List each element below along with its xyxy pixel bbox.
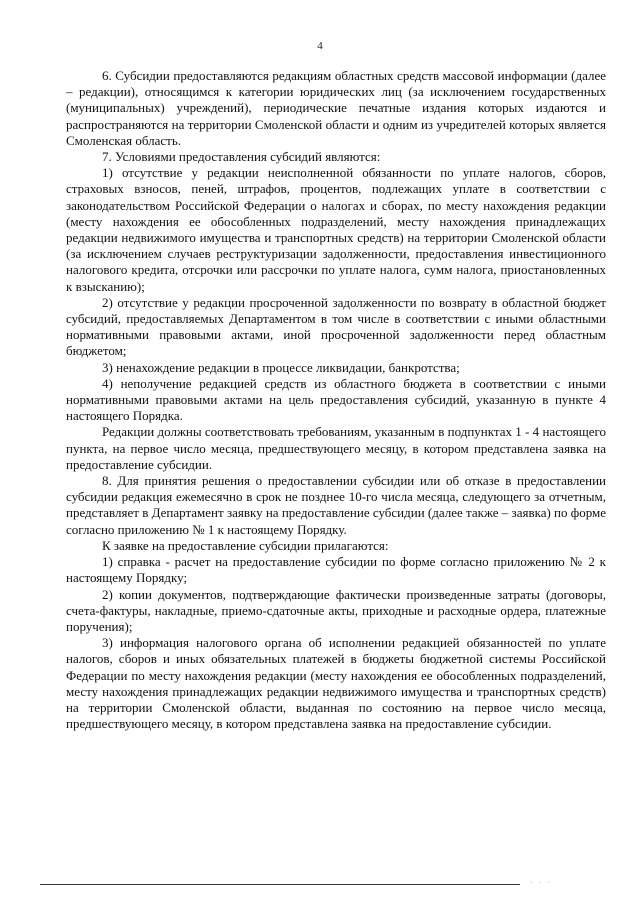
footer-rule xyxy=(40,884,520,885)
paragraph-attachments: К заявке на предоставление субсидии прилагаются: xyxy=(102,537,389,553)
paragraph-item-8: 8. Для принятия решения о предоставлении субсидии или об отказе в предоставлении субсидии редакция ежемесячно в срок не позднее 10-го числа месяца, следующего за отчетным, представляет в Департамент заявку на предоставление субсидии (далее также – заявка) по форме согласно приложению № 1 к настоящему Порядку. xyxy=(66,473,606,537)
paragraph-attachment-1: 1) справка - расчет на предоставление субсидии по форме согласно приложению № 2 к настоящему Порядку; xyxy=(66,554,606,586)
paragraph-subitem-4: 4) неполучение редакцией средств из областного бюджета в соответствии с иными нормативными правовыми актами на цель предоставления субсидий, указанную в пункте 4 настоящего Порядка. xyxy=(66,375,606,424)
paragraph-attachment-2: 2) копии документов, подтверждающие фактически произведенные затраты (договоры, счета-фактуры, накладные, приемо-сдаточные акты, приходные и расходные ордера, платежные поручения); xyxy=(66,586,606,634)
paragraph-requirements: Редакции должны соответствовать требованиям, указанным в подпунктах 1 - 4 настоящего пункта, на первое число месяца, предшествующего месяцу, в котором представлена заявка на предоставление субсидии. xyxy=(66,424,606,472)
paragraph-item-6: 6. Субсидии предоставляются редакциям областных средств массовой информации (далее – редакции), относящимся к категории юридических лиц (за исключением государственных (муниципальных) учреждений), периодические печатные издания которых издаются и распространяются на территории Смоленской области и одним из учредителей которых является Смоленская область. xyxy=(66,68,606,148)
paragraph-subitem-2: 2) отсутствие у редакции просроченной задолженности по возврату в областной бюджет субсидий, предоставляемых Департаментом в том числе в соответствии с иными областными нормативными правовыми актами, иной просроченной задолженности перед областным бюджетом; xyxy=(66,294,606,359)
paragraph-attachment-3: 3) информация налогового органа об исполнении редакцией обязанностей по уплате налогов, сборов и иных обязательных платежей в бюджеты бюджетной системы Российской Федерации по месту нахождения редакции (месту нахождения ее обособленных подразделений, месту нахождения принадлежащих редакции недвижимого имущества и транспортных средств) на территории Смоленской области, выданная по состоянию на первое число месяца, предшествующего месяцу, в котором представлена заявка на предоставление субсидии. xyxy=(66,635,606,732)
document-body xyxy=(66,68,606,732)
paragraph-subitem-1: 1) отсутствие у редакции неисполненной обязанности по уплате налогов, сборов, страховых взносов, пеней, штрафов, процентов, подлежащих уплате в соответствии с законодательством Российской Федерации о налогах и сборах, по месту нахождения редакции (месту нахождения ее обособленных подразделений, месту нахождения принадлежащих редакции недвижимого имущества и транспортных средств) на территории Смоленской области (за исключением случаев реструктуризации задолженности, предоставления инвестиционного налогового кредита, отсрочки или рассрочки по уплате налога, сумм налога, приостановленных к взысканию); xyxy=(66,165,606,294)
page-number: 4 xyxy=(317,40,323,52)
paragraph-item-7: 7. Условиями предоставления субсидий являются: xyxy=(102,149,381,165)
paragraph-subitem-3: 3) ненахождение редакции в процессе ликвидации, банкротства; xyxy=(102,359,460,375)
footer-marks: · · · xyxy=(530,878,552,887)
